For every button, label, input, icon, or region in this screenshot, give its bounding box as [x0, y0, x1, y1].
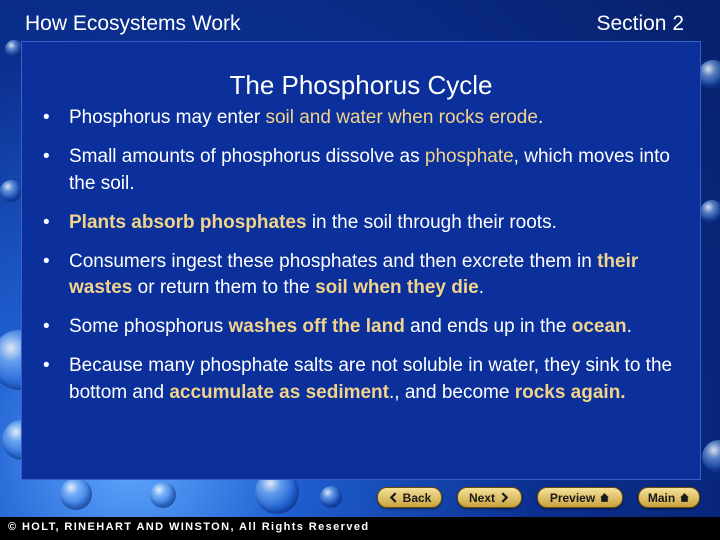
bullet-text: and ends up in the	[404, 316, 572, 337]
bullet-list	[22, 105, 700, 419]
main-button-label: Main	[647, 490, 676, 505]
highlighted-term: soil	[315, 277, 348, 298]
next-button[interactable]	[457, 487, 522, 508]
bullet-text: .	[478, 277, 485, 298]
home-icon	[679, 492, 690, 503]
bullet-text: ., and become	[389, 381, 515, 403]
next-button-label: Next	[468, 490, 495, 505]
section-label: Section 2	[596, 12, 684, 35]
chapter-title: How Ecosystems Work	[25, 12, 241, 35]
bullet-item	[22, 314, 700, 341]
highlighted-term: their wastes	[69, 250, 639, 298]
bullet-text: or return them to the	[132, 277, 316, 298]
bubble-decoration	[150, 482, 176, 508]
preview-button-label: Preview	[549, 490, 596, 505]
bullet-item	[22, 144, 700, 197]
back-arrow-icon	[388, 492, 399, 503]
preview-button[interactable]	[537, 487, 623, 508]
bullet-text: .	[537, 107, 544, 128]
bullet-text: Because many phosphate salts are not soluble in water, they sink to the bottom and	[69, 355, 673, 403]
highlighted-term: soil and water when rocks erode	[265, 107, 538, 128]
bullet-item	[22, 249, 700, 302]
highlighted-term: phosphate	[424, 146, 514, 167]
bullet-text: Small amounts of phosphorus dissolve as	[69, 146, 425, 167]
highlighted-term: accumulate as sediment	[169, 381, 389, 403]
bullet-text: in the soil through their roots.	[306, 211, 557, 233]
bubble-decoration	[702, 440, 720, 474]
next-arrow-icon	[499, 492, 510, 503]
bullet-item	[22, 105, 700, 132]
content-panel	[21, 41, 701, 480]
bullet-item	[22, 353, 700, 406]
bullet-item	[22, 210, 700, 237]
bullet-text: Phosphorus may enter	[69, 107, 266, 128]
highlighted-term: ocean	[571, 316, 627, 337]
copyright-notice: © HOLT, RINEHART AND WINSTON, All Rights Reserved	[8, 521, 370, 533]
bubble-decoration	[698, 60, 720, 90]
main-button[interactable]	[638, 487, 700, 508]
bubble-decoration	[320, 486, 342, 508]
bullet-text: Consumers ingest these phosphates and then excrete them in	[69, 250, 598, 272]
back-button-label: Back	[402, 490, 432, 505]
slide-title: The Phosphorus Cycle	[229, 70, 493, 100]
highlighted-term: washes off the land	[228, 316, 405, 337]
bubble-decoration	[0, 180, 22, 202]
home-icon	[599, 492, 610, 503]
bullet-text: Some phosphorus	[69, 316, 229, 337]
bubble-decoration	[60, 478, 92, 510]
bubble-decoration	[700, 200, 720, 224]
highlighted-term: rocks again.	[514, 381, 626, 403]
bullet-text: .	[626, 316, 632, 337]
back-button[interactable]	[377, 487, 442, 508]
highlighted-term: when they die	[353, 277, 479, 298]
highlighted-term: Plants absorb phosphates	[69, 211, 307, 233]
bullet-text: , which moves into the soil.	[69, 146, 670, 194]
